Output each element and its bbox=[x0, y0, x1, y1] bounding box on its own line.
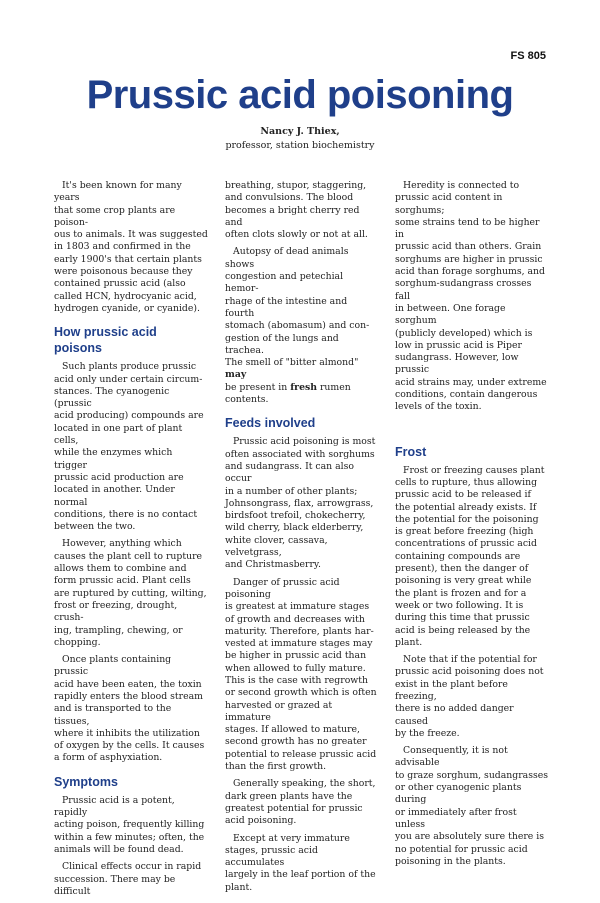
paragraph: Prussic acid poisoning is most often associated with sorghums and sudangrass. It can also occur in a number of other plants; Johnsongrass, flax, arrowgrass, birdsfoot trefoil, chokecherry, wild cherry, black elderberry, white clover, cassava, velvetgrass, and Christmasberry. bbox=[225, 436, 376, 571]
author-name: Nancy J. Thiex, bbox=[260, 126, 340, 137]
heading-how-prussic-acid-poisons: How prussic acid poisons bbox=[54, 325, 157, 356]
author-affiliation: professor, station biochemistry bbox=[225, 140, 375, 151]
heading-symptoms: Symptoms bbox=[54, 774, 118, 789]
page-title: Prussic acid poisoning bbox=[86, 73, 514, 117]
document-code: FS 805 bbox=[510, 50, 546, 62]
paragraph: Danger of prussic acid poisoning is greatest at immature stages of growth and decreases with maturity. Therefore, plants har- vested at immature stages may be higher in prussic acid than when allowed to fully mature. This is the case with regrowth or second growth which is often harvested or grazed at immature stages. If allowed to mature, second growth has no greater potential to release prussic acid than the first growth. bbox=[225, 576, 377, 773]
paragraph: Frost or freezing causes plant cells to rupture, thus allowing prussic acid to be released if the potential already exists. If the potential for the poisoning is great before freezing (high concentrations of prussic acid containing compounds are present), then the danger of poisoning is very great while the plant is frozen and for a week or two following. It is during this time that prussic acid is being released by the plant. bbox=[395, 464, 545, 648]
paragraph: Note that if the potential for prussic acid poisoning does not exist in the plant before freezing, there is no added danger caused by the freeze. bbox=[395, 654, 544, 739]
intro-paragraph: It's been known for many years that some crop plants are poison- ous to animals. It was suggested in 1803 and confirmed in the early 1900's that certain plants were poisonous because they contained prussic acid (also called HCN, hydrocyanic acid, hydrogen cyanide, or cyanide). bbox=[54, 180, 208, 314]
column-1 bbox=[54, 180, 208, 903]
paragraph: However, anything which causes the plant cell to rupture allows them to combine and form prussic acid. Plant cells are ruptured by cutting, wilting, frost or freezing, drought, crush- ing, trampling, chewing, or chopping. bbox=[54, 538, 207, 648]
autopsy-paragraph bbox=[225, 246, 379, 406]
paragraph: Clinical effects occur in rapid succession. There may be difficult bbox=[54, 861, 202, 897]
column-2 bbox=[225, 180, 379, 899]
paragraph: breathing, stupor, staggering, and convulsions. The blood becomes a bright cherry red and often clots slowly or not at all. bbox=[225, 180, 368, 241]
paragraph: Prussic acid is a potent, rapidly acting poison, frequently killing within a few minutes; often, the animals will be found dead. bbox=[54, 794, 205, 855]
text-run: rumen contents. bbox=[225, 381, 351, 406]
column-3 bbox=[395, 180, 549, 873]
heading-frost: Frost bbox=[395, 444, 427, 459]
paragraph: Except at very immature stages, prussic acid accumulates largely in the leaf portion of the plant. bbox=[225, 832, 376, 893]
paragraph: Heredity is connected to prussic acid content in sorghums; some strains tend to be higher in prussic acid than others. Grain sorghums are higher in prussic acid than forage sorghums, and sorghum-sudangrass crosses fall in between. One forage sorghum (publicly developed) which is low in prussic acid is Piper sudangrass. However, low prussic acid strains may, under extreme conditions, contain dangerous levels of the toxin. bbox=[395, 180, 547, 413]
emphasis-may: may bbox=[225, 369, 247, 381]
author-block bbox=[0, 125, 600, 153]
paragraph: Consequently, it is not advisable to graze sorghum, sudangrasses or other cyanogenic plants during or immediately after frost unless you are absolutely sure there is no potential for prussic acid poisoning in the plants. bbox=[395, 745, 549, 867]
text-run: be present in bbox=[225, 381, 291, 393]
text-run: The smell of "bitter almond" bbox=[225, 357, 359, 369]
text-run: Autopsy of dead animals shows congestion and petechial hemor- rhage of the intestine and fourth stomach (abomasum) and con- gestion of the lungs and trachea. bbox=[225, 246, 370, 356]
paragraph: Generally speaking, the short, dark green plants have the greatest potential for prussic acid poisoning. bbox=[225, 778, 376, 827]
paragraph: Such plants produce prussic acid only under certain circum- stances. The cyanogenic (prussic acid producing) compounds are located in one part of plant cells, while the enzymes which trigger prussic acid production are located in another. Under normal conditions, there is no contact between the two. bbox=[54, 361, 204, 533]
paragraph: Once plants containing prussic acid have been eaten, the toxin rapidly enters the blood stream and is transported to the tissues, where it inhibits the utilization of oxygen by the cells. It causes a form of asphyxiation. bbox=[54, 654, 205, 764]
emphasis-fresh: fresh bbox=[290, 381, 317, 393]
heading-feeds-involved: Feeds involved bbox=[225, 416, 316, 431]
